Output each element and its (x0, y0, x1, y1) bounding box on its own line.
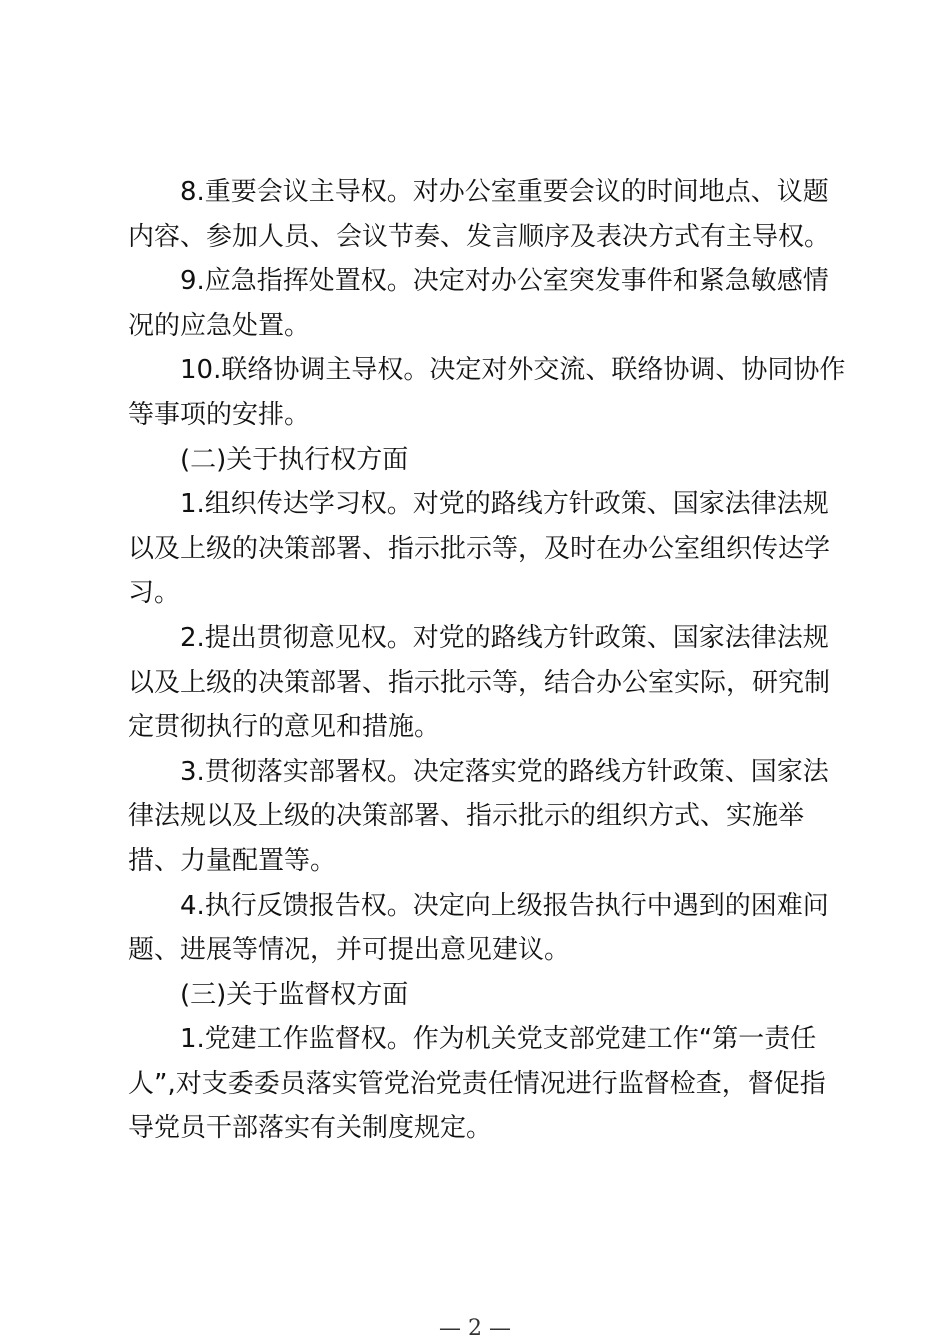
paragraph-line: 10.联络协调主导权。决定对外交流、联络协调、协同协作 (180, 355, 846, 386)
paragraph-line: 3.贯彻落实部署权。决定落实党的路线方针政策、国家法 (180, 756, 829, 787)
paragraph-line: 等事项的安排。 (128, 399, 311, 430)
paragraph-line: 8.重要会议主导权。对办公室重要会议的时间地点、议题 (180, 177, 829, 207)
paragraph-line: 9.应急指挥处置权。决定对办公室突发事件和紧急敏感情 (180, 266, 829, 297)
page-number: — 2 — (439, 1316, 511, 1341)
paragraph-line: 内容、参加人员、会议节奏、发言顺序及表决方式有主导权。 (128, 221, 831, 252)
paragraph-line: 人”,对支委委员落实管党治党责任情况进行监督检查，督促指 (128, 1068, 826, 1099)
section-heading-execution (128, 438, 828, 483)
paragraph-study-organization (128, 482, 831, 616)
paragraph-line: 况的应急处置。 (128, 310, 311, 341)
paragraph-line: 1.党建工作监督权。作为机关党支部党建工作“第一责任 (180, 1024, 817, 1055)
paragraph-line: 定贯彻执行的意见和措施。 (128, 712, 441, 743)
paragraph-line: 题、进展等情况，并可提出意见建议。 (128, 935, 571, 966)
paragraph-line: 措、力量配置等。 (128, 845, 337, 876)
paragraph-party-building-supervision (128, 1017, 828, 1151)
paragraph-implementation-opinion (128, 616, 831, 750)
heading-line: (三)关于监督权方面 (180, 979, 409, 1010)
paragraph-meeting-leadership (128, 170, 831, 259)
paragraph-deployment (128, 750, 828, 884)
paragraph-line: 2.提出贯彻意见权。对党的路线方针政策、国家法律法规 (180, 622, 829, 653)
paragraph-liaison-coordination (128, 348, 846, 437)
paragraph-feedback-report (128, 884, 828, 973)
paragraph-line: 导党员干部落实有关制度规定。 (128, 1113, 493, 1144)
document-body (128, 170, 846, 1151)
paragraph-emergency-command (128, 259, 828, 348)
paragraph-line: 以及上级的决策部署、指示批示等，及时在办公室组织传达学 (128, 533, 831, 564)
paragraph-line: 以及上级的决策部署、指示批示等，结合办公室实际，研究制 (128, 667, 831, 698)
paragraph-line: 律法规以及上级的决策部署、指示批示的组织方式、实施举 (128, 801, 805, 832)
paragraph-line: 4.执行反馈报告权。决定向上级报告执行中遇到的困难问 (180, 890, 829, 921)
section-heading-supervision (128, 973, 828, 1018)
paragraph-line: 习。 (128, 578, 181, 609)
paragraph-line: 1.组织传达学习权。对党的路线方针政策、国家法律法规 (180, 489, 829, 520)
heading-line: (二)关于执行权方面 (180, 444, 409, 475)
